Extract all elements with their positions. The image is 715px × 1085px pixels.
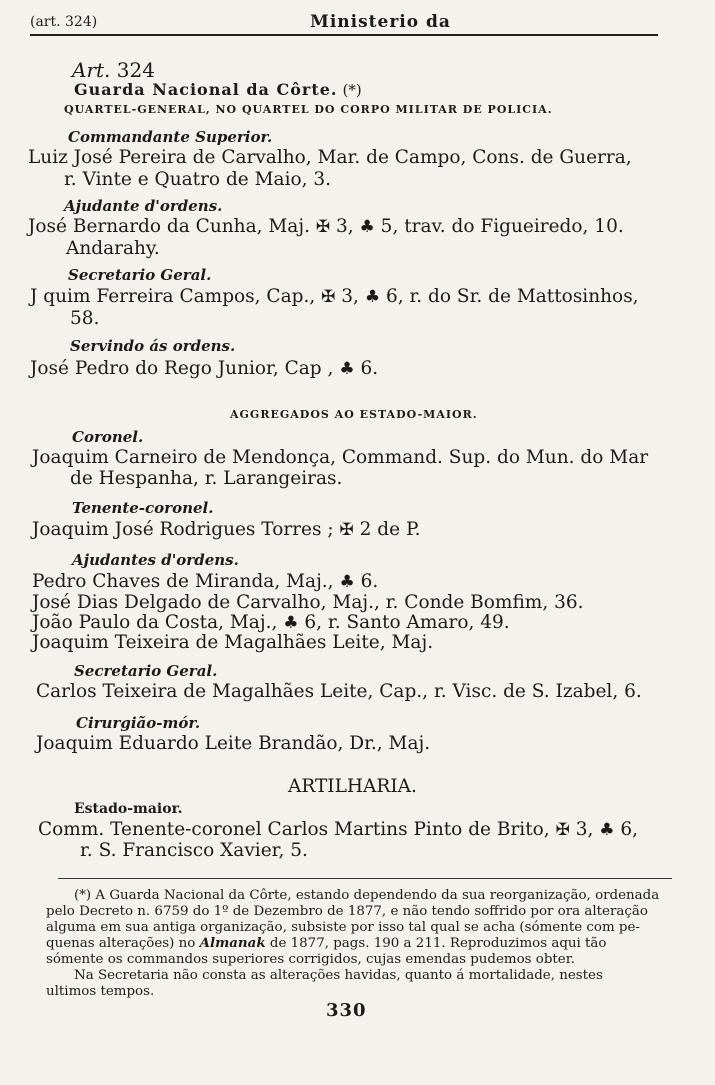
role-secretario: Secretario Geral. (68, 266, 212, 284)
rose-icon: ♣ (364, 287, 381, 307)
article-label: Art. (72, 58, 111, 82)
entry-line: r. S. Francisco Xavier, 5. (80, 840, 308, 861)
entry-text: 2 de P. (359, 519, 421, 540)
artilharia-heading: ARTILHARIA. (288, 776, 417, 797)
entry-text: J quim Ferreira Campos, Cap., (30, 286, 316, 307)
entry-text: 3, (341, 286, 359, 307)
entry-text: João Paulo da Costa, Maj., (32, 612, 278, 633)
entry-line (30, 286, 639, 307)
footnote-almanak: Almanak (199, 935, 266, 951)
entry-line: Joaquim Teixeira de Magalhães Leite, Maj. (32, 632, 434, 653)
entry-text: 6, r. Santo Amaro, 49. (304, 612, 510, 633)
role-coronel: Coronel. (72, 428, 144, 446)
footnote-line: Na Secretaria não consta as alterações havidas, quanto á mortalidade, nestes (74, 968, 603, 983)
section-heading (74, 80, 362, 99)
entry-text: 6. (360, 358, 379, 379)
entry-line: Joaquim Eduardo Leite Brandão, Dr., Maj. (36, 733, 431, 754)
entry-line: Carlos Teixeira de Magalhães Leite, Cap., r. Visc. de S. Izabel, 6. (36, 681, 642, 702)
entry-text: 6. (360, 571, 379, 592)
entry-line: de Hespanha, r. Larangeiras. (70, 468, 343, 489)
entry-line (30, 358, 378, 379)
entry-text: José Pedro do Rego Junior, Cap , (30, 358, 334, 379)
entry-text: 6, (620, 819, 639, 840)
cross-icon: ✠ (315, 217, 331, 237)
entry-text: Joaquim José Rodrigues Torres ; (32, 519, 334, 540)
entry-text: 3, (335, 216, 354, 237)
role-ajudante: Ajudante d'ordens. (64, 197, 223, 215)
entry-text: Comm. Tenente-coronel Carlos Martins Pinto de Brito, (38, 819, 550, 840)
hq-line: QUARTEL-GENERAL, NO QUARTEL DO CORPO MILITAR DE POLICIA. (64, 103, 553, 116)
role-commandante: Commandante Superior. (68, 128, 273, 146)
footnote-line: (*) A Guarda Nacional da Côrte, estando dependendo da sua reorganização, ordenada (74, 888, 660, 903)
entry-line (32, 612, 510, 633)
cross-icon: ✠ (339, 520, 354, 540)
footnote-line: alguma em sua antiga organização, subsiste por isso tal qual se acha (sómente com pe- (46, 920, 640, 935)
role-servindo: Servindo ás ordens. (70, 337, 236, 355)
header-article-ref: (art. 324) (30, 14, 98, 30)
role-secretario-geral: Secretario Geral. (74, 662, 218, 680)
section-title: Guarda Nacional da Côrte. (74, 80, 338, 99)
entry-text: Pedro Chaves de Miranda, Maj., (32, 571, 334, 592)
footnote-text: quenas alterações) no (46, 936, 196, 951)
rose-icon: ♣ (339, 572, 355, 592)
running-header (30, 12, 658, 36)
footnote-line: sómente os commandos superiores corrigidos, cujas emendas pudemos obter. (46, 952, 575, 967)
rose-icon: ♣ (339, 359, 355, 379)
estado-maior-heading: Estado-maior. (74, 801, 183, 817)
role-ajudantes: Ajudantes d'ordens. (72, 551, 239, 569)
entry-line: Andarahy. (66, 238, 160, 259)
entry-line: Joaquim Carneiro de Mendonça, Command. Sup. do Mun. do Mar (32, 447, 649, 468)
rose-icon: ♣ (599, 820, 615, 840)
entry-line (32, 571, 378, 592)
rose-icon: ♣ (283, 613, 299, 633)
section-note: (*) (342, 81, 362, 99)
entry-line: r. Vinte e Quatro de Maio, 3. (64, 169, 332, 190)
role-cirurgiao: Cirurgião-mór. (76, 714, 201, 732)
footnote-line: pelo Decreto n. 6759 do 1º de Dezembro de 1877, e não tendo soffrido por ora alteração (46, 904, 648, 919)
footnote-line (46, 936, 606, 952)
footnote-rule (58, 878, 672, 879)
rose-icon: ♣ (359, 217, 375, 237)
footnote-text: de 1877, pags. 190 a 211. Reproduzimos aqui tão (269, 936, 607, 951)
article-number: 324 (116, 58, 155, 82)
role-tenente-coronel: Tenente-coronel. (72, 499, 214, 517)
entry-line: 58. (70, 308, 100, 329)
cross-icon: ✠ (555, 820, 570, 840)
entry-line (28, 216, 624, 237)
article-heading (72, 58, 155, 82)
entry-text: José Bernardo da Cunha, Maj. (28, 216, 310, 237)
entry-text: 5, trav. do Figueiredo, 10. (380, 216, 624, 237)
page-number: 330 (326, 1000, 367, 1021)
entry-line: Luiz José Pereira de Carvalho, Mar. de Campo, Cons. de Guerra, (28, 147, 632, 168)
footnote-line: ultimos tempos. (46, 984, 155, 999)
header-title: Ministerio da (310, 12, 451, 32)
entry-line (32, 519, 421, 540)
entry-text: 3, (575, 819, 594, 840)
entry-line (38, 819, 638, 840)
entry-text: 6, r. do Sr. de Mattosinhos, (385, 286, 639, 307)
aggregados-heading: AGGREGADOS AO ESTADO-MAIOR. (230, 408, 478, 421)
cross-icon: ✠ (321, 287, 336, 307)
entry-line: José Dias Delgado de Carvalho, Maj., r. Conde Bomfim, 36. (32, 592, 584, 613)
